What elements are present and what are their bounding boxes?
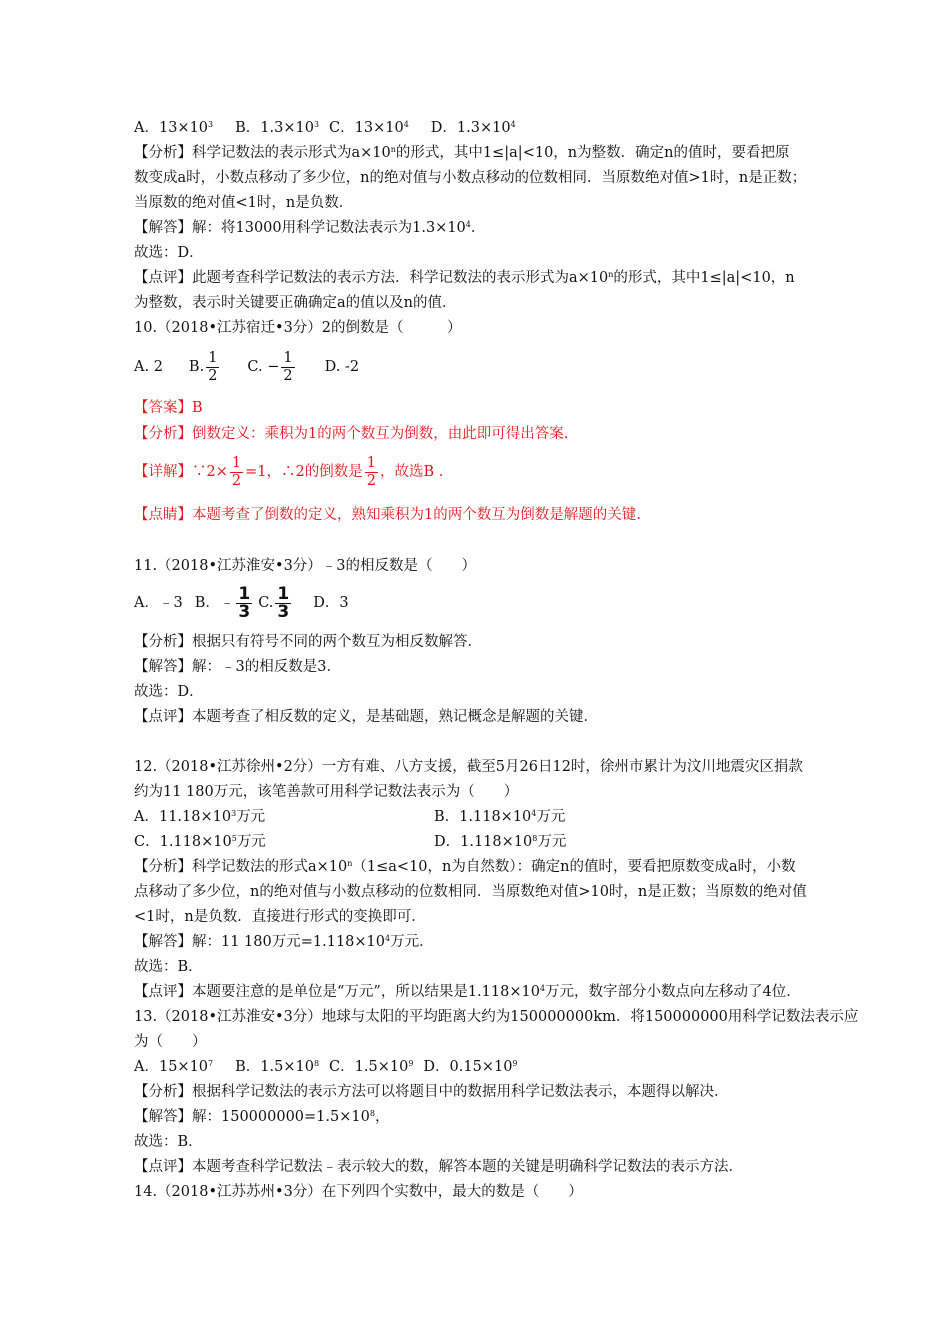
q11-option-d: D．3 (313, 595, 349, 611)
q10-options (134, 345, 359, 389)
q12-answer: 【解答】解：11 180万元$=1.118\times 10^4$万元． (134, 934, 434, 950)
q9-analysis-line-2: 数变成a时，小数点移动了多少位，n的绝对值与小数点移动的位数相同．当原数绝对值>1时，n是正数； (134, 170, 807, 186)
q9-comment-line-1: 【点评】此题考查科学记数法的表示方法．科学记数法的表示形式为$a\times 10^n$的形式，其中1≤|a|<10，n (134, 270, 795, 286)
q9-option-a: A．$13\times 10^3$ (134, 120, 214, 136)
q10-analysis: 【分析】倒数定义：乘积为1的两个数互为倒数，由此即可得出答案. (134, 426, 569, 442)
q12-title-line-1: 12.（2018•江苏徐州•2分）一方有难、八方支援，截至5月26日12时，徐州市累计为汶川地震灾区捐款 (134, 759, 803, 775)
q12-choose: 故选：B． (134, 959, 203, 975)
q10-point: 【点睛】本题考查了倒数的定义，熟知乘积为1的两个数互为倒数是解题的关键. (134, 507, 641, 523)
q12-analysis-line-2: 点移动了多少位，n的绝对值与小数点移动的位数相同．当原数绝对值>10时，n是正数；当原数的绝对值 (134, 884, 807, 900)
q11-option-c: C. $\frac{1}{3}$ (258, 583, 290, 622)
q11-analysis: 【分析】根据只有符号不同的两个数互为相反数解答． (134, 634, 482, 650)
q10-title: 10.（2018•江苏宿迁•3分）2的倒数是（ ） (134, 320, 462, 336)
q12-option-a: A．$11.18\times 10^3$万元 (134, 809, 266, 825)
q13-choose: 故选：B． (134, 1134, 203, 1150)
q13-comment: 【点评】本题考查科学记数法﹣表示较大的数，解答本题的关键是明确科学记数法的表示方法． (134, 1159, 743, 1175)
q11-answer: 【解答】解：﹣3的相反数是3． (134, 659, 341, 675)
q11-comment: 【点评】本题考查了相反数的定义，是基础题，熟记概念是解题的关键． (134, 709, 598, 725)
q9-answer: 【解答】解：将13000用科学记数法表示为$1.3\times 10^4$． (134, 220, 486, 236)
q11-option-a: A．﹣3 (134, 595, 183, 611)
q9-option-c: C．$13\times 10^4$ (329, 120, 409, 136)
q10-option-c: C. − $\frac{1}{2}$ (247, 349, 293, 384)
q11-choose: 故选：D． (134, 684, 204, 700)
q12-option-b: B．$1.118\times 10^4$万元 (434, 809, 566, 825)
q13-option-a: A．$15\times 10^7$ (134, 1059, 214, 1075)
q9-comment-line-2: 为整数，表示时关键要正确确定a的值以及n的值． (134, 295, 457, 311)
q10-option-d: D. -2 (324, 359, 360, 375)
q12-title-line-2: 约为11 180万元，该笔善款可用科学记数法表示为（ ） (134, 784, 519, 800)
q12-analysis-line-3: <1时，n是负数．直接进行形式的变换即可． (134, 909, 426, 925)
q13-answer: 【解答】解：$150000000=1.5\times 10^8$， (134, 1109, 390, 1125)
q13-title-line-1: 13.（2018•江苏淮安•3分）地球与太阳的平均距离大约为150000000km．将150000000用科学记数法表示应 (134, 1009, 859, 1025)
q9-options (134, 118, 516, 138)
q12-analysis-line-1: 【分析】科学记数法的形式$a\times 10^n(1\le a<10$，n为自然数）：确定n的值时，要看把原数变成a时，小数 (134, 859, 796, 875)
q13-option-d: D．$0.15\times 10^9$ (423, 1059, 518, 1075)
q10-option-b: B. $\frac{1}{2}$ (188, 349, 218, 384)
q13-analysis: 【分析】根据科学记数法的表示方法可以将题目中的数据用科学记数法表示，本题得以解决． (134, 1084, 729, 1100)
q13-option-c: C．$1.5\times 10^9$ (329, 1059, 414, 1075)
q9-option-b: B．$1.3\times 10^3$ (235, 120, 320, 136)
q10-answer: 【答案】B (134, 400, 203, 416)
q13-option-b: B．$1.5\times 10^8$ (235, 1059, 320, 1075)
q12-option-d: D．$1.118\times 10^8$万元 (434, 834, 567, 850)
q9-choose: 故选：D． (134, 245, 204, 261)
q11-options (134, 581, 349, 625)
q13-title-line-2: 为（ ） (134, 1034, 207, 1050)
q9-analysis-line-3: 当原数的绝对值<1时，n是负数． (134, 195, 354, 211)
q10-detail: 【详解】∵2× $\frac{1}{2}$ =1，∴2的倒数是 $\frac{1}{2}$ ，故选B . (134, 454, 444, 489)
q12-comment: 【点评】本题要注意的是单位是“万元”，所以结果是$1.118\times 10^4$万元，数字部分小数点向左移动了4位． (134, 984, 801, 1000)
q10-option-a: A. 2 (134, 359, 163, 375)
q14-title: 14.（2018•江苏苏州•3分）在下列四个实数中，最大的数是（ ） (134, 1184, 583, 1200)
q12-option-c: C．$1.118\times 10^5$万元 (134, 834, 266, 850)
q11-title: 11.（2018•江苏淮安•3分）﹣3的相反数是（ ） (134, 558, 477, 574)
q11-option-b: B．﹣ $\frac{1}{3}$ (194, 583, 251, 622)
q9-option-d: D．$1.3\times 10^4$ (430, 120, 516, 136)
q13-options (134, 1057, 518, 1077)
q9-analysis-line-1: 【分析】科学记数法的表示形式为$a\times 10^n$的形式，其中1≤|a|<10，n为整数．确定n的值时，要看把原 (134, 145, 790, 161)
